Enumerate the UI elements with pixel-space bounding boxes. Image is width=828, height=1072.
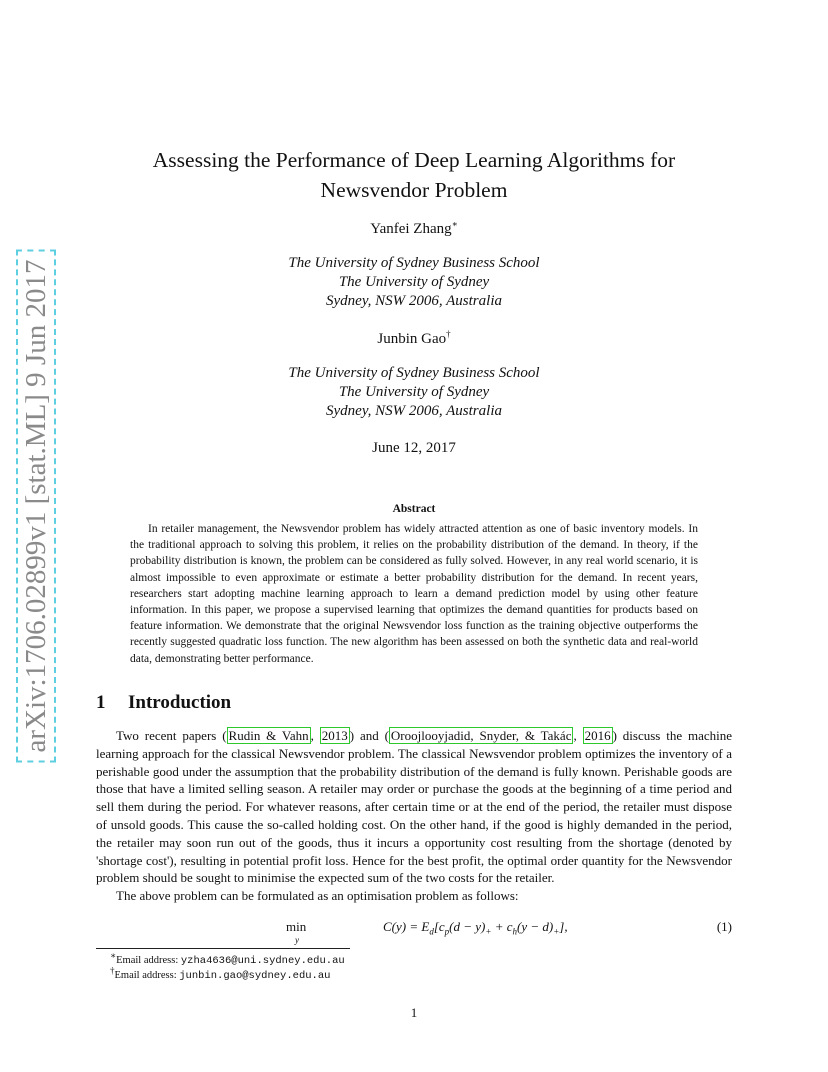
eq-subscript: + [553,926,560,937]
abstract-text: In retailer management, the Newsvendor problem has widely attracted attention as one of basic inventory models. In the traditional approach to solving this problem, it relies on the probability distribution of the demand. In theory, if the probability distribution is known, the problem can be considered as fully solved. However, in any real world scenario, it is almost impossible to even approximate or estimate a better probability distribution for the demand. In recent years, researchers start adopting machine learning approach to learn a demand prediction model by using other feature information. In this paper, we propose a supervised learning that optimizes the demand quantities for products based on feature information. We demonstrate that the original Newsvendor loss function as the training objective outperforms the recently suggested quadratic loss function. The new algorithm has been assessed on both the synthetic data and real-world data, demonstrating better performance. [130,523,698,665]
equation-number: (1) [716,919,732,934]
affiliation-line: The University of Sydney [338,274,490,290]
footnote-1 [110,950,345,969]
citation-year-link[interactable]: 2016 [584,728,611,743]
abstract-heading: Abstract [392,503,436,515]
eq-subscript: d [429,926,434,937]
footnote-label: Email address: [116,955,181,966]
author-1 [96,221,732,238]
title-line-1: Assessing the Performance of Deep Learning Algorithms for [152,148,676,172]
eq-subscript: + [485,926,492,937]
equation-expression [383,919,568,937]
footnotes [110,950,345,983]
footnote-mark: † [110,965,115,975]
citation-link-rudin[interactable]: Rudin & Vahn [228,728,309,743]
equation-min-operator: min [286,919,307,934]
author-1-affiliation [96,254,732,311]
author-2-name: Junbin Gao [377,331,447,347]
text-run: ) and ( [349,728,389,743]
text-run: , [310,728,320,743]
author-2-footnote-mark[interactable]: † [446,329,451,339]
arxiv-stamp-text[interactable]: arXiv:1706.02899v1 [stat.ML] 9 Jun 2017 [16,250,56,763]
eq-part: (y − d) [516,919,554,934]
eq-subscript: h [512,926,517,937]
author-2 [96,331,732,348]
eq-part: ], [559,919,568,934]
affiliation-line: The University of Sydney Business School [288,255,540,271]
eq-part: (d − y) [449,919,486,934]
text-run: , [573,728,583,743]
author-1-footnote-mark[interactable]: ∗ [451,219,458,229]
paper-title [96,145,732,205]
equation-1 [96,917,732,951]
introduction-body [96,727,732,905]
footnote-mark: ∗ [110,950,117,961]
text-run: ) discuss the machine learning approach for the classical Newsvendor problem. The classical Newsvendor problem optimizes the inventory of a perishable good under the assumption that the probability distribution of the demand is fully known. Perishable goods are those that have a limited selling season. A retailer may order or purchase the goods at the beginning of a time period and sell them during the period. For whatever reasons, after certain time or at the end of the period, the retailer must dispose of unsold goods. This cause the so-called holding cost. On the other hand, if the good is highly demanded in the period, the retailer may soon run out of the goods, thus it incurs a opportunity cost resulting from the shortage (denoted by 'shortage cost'), resulting in potential profit loss. Hence for the best profit, the optimal order quantity for the Newsvendor problem should be sought to minimise the expected sum of the two costs for the retailer. [96,728,733,886]
author-1-name: Yanfei Zhang [370,221,452,237]
citation-year-link[interactable]: 2013 [321,728,348,743]
eq-subscript: p [444,926,450,937]
eq-part: + c [491,919,513,934]
affiliation-line: The University of Sydney [338,384,490,400]
footnote-divider [96,948,350,949]
eq-part: C(y) = E [383,919,430,934]
section-number: 1 [96,692,106,713]
affiliation-line: The University of Sydney Business School [288,365,540,381]
text-run: Two recent papers ( [116,728,227,743]
footnote-2 [110,965,345,984]
paragraph: The above problem can be formulated as an optimisation problem as follows: [116,888,519,904]
footnote-email[interactable]: junbin.gao@sydney.edu.au [179,969,331,982]
footnote-label: Email address: [114,969,180,981]
author-2-affiliation [96,364,732,421]
page-number: 1 [410,1005,418,1020]
affiliation-line: Sydney, NSW 2006, Australia [326,293,502,309]
equation-min-subscript: y [295,935,299,945]
arxiv-side-stamp [16,259,56,753]
section-title: Introduction [128,692,232,713]
title-line-2: Newsvendor Problem [320,178,508,202]
paragraph [96,727,732,887]
footnote-email[interactable]: yzha4636@uni.sydney.edu.au [180,955,345,967]
paper-date: June 12, 2017 [372,440,456,456]
affiliation-line: Sydney, NSW 2006, Australia [326,403,502,419]
citation-link-oroojlooyjadid[interactable]: Oroojlooyjadid, Snyder, & Takác [390,728,572,743]
section-heading [96,692,231,714]
eq-part: [c [433,919,445,934]
